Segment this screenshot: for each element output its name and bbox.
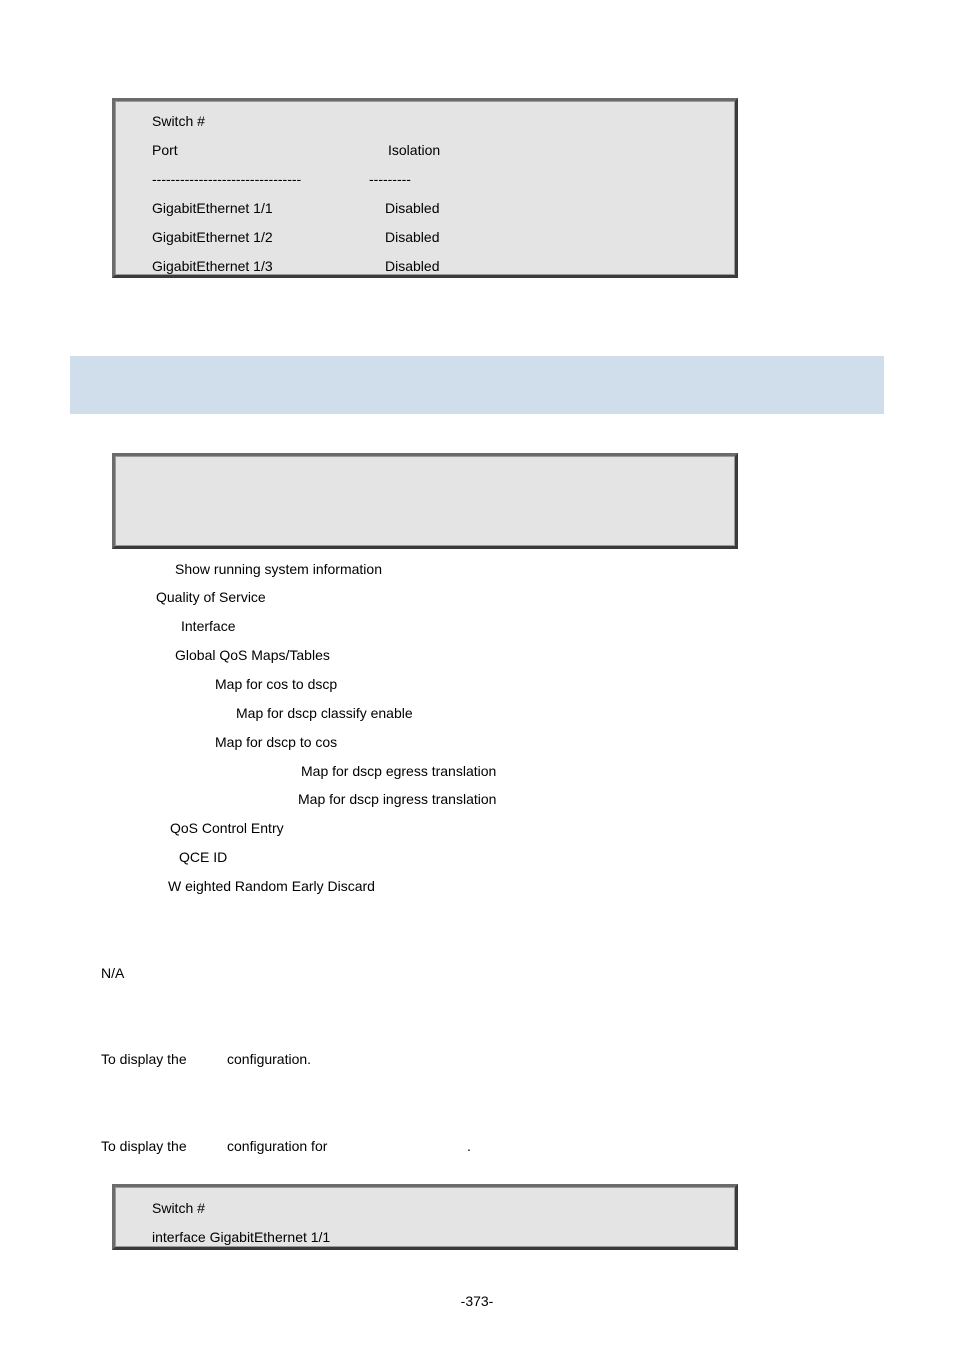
- parameter-description: Map for cos to dscp: [215, 676, 338, 692]
- parameter-description: Map for dscp egress translation: [301, 763, 497, 779]
- parameter-description: Quality of Service: [156, 589, 266, 605]
- table-row-port: GigabitEthernet 1/2: [152, 229, 273, 245]
- parameter-description: Map for dscp classify enable: [236, 705, 413, 721]
- column-header-isolation: Isolation: [388, 142, 441, 158]
- command-syntax-box: [112, 453, 738, 549]
- parameter-description: Show running system information: [175, 561, 382, 577]
- parameter-description: QCE ID: [179, 849, 228, 865]
- example-text-middle: configuration for: [227, 1138, 328, 1154]
- default-value: N/A: [101, 965, 125, 981]
- divider-port: --------------------------------: [152, 171, 302, 187]
- parameter-description: Map for dscp ingress translation: [298, 791, 497, 807]
- console-prompt: Switch #: [152, 1200, 205, 1216]
- example-text-prefix: To display the: [101, 1138, 187, 1154]
- parameter-description: Global QoS Maps/Tables: [175, 647, 330, 663]
- parameter-description: QoS Control Entry: [170, 820, 284, 836]
- parameter-description: Map for dscp to cos: [215, 734, 338, 750]
- table-row-isolation: Disabled: [385, 229, 440, 245]
- example-text-prefix: To display the: [101, 1051, 187, 1067]
- parameter-description: Interface: [181, 618, 236, 634]
- example-text-end: .: [467, 1138, 471, 1154]
- command-box-inner-border: [115, 456, 735, 546]
- table-row-port: GigabitEthernet 1/3: [152, 258, 273, 274]
- console-inner-border: [115, 101, 735, 275]
- page-number: -373-: [460, 1293, 494, 1309]
- console-line: interface GigabitEthernet 1/1: [152, 1229, 331, 1245]
- console-output-top: [112, 98, 738, 278]
- example-text-suffix: configuration.: [227, 1051, 312, 1067]
- divider-isolation: ---------: [369, 171, 411, 187]
- table-row-port: GigabitEthernet 1/1: [152, 200, 273, 216]
- column-header-port: Port: [152, 142, 178, 158]
- section-heading-band: [70, 356, 884, 414]
- table-row-isolation: Disabled: [385, 258, 440, 274]
- console-prompt: Switch #: [152, 113, 205, 129]
- table-row-isolation: Disabled: [385, 200, 440, 216]
- parameter-description: W eighted Random Early Discard: [168, 878, 375, 894]
